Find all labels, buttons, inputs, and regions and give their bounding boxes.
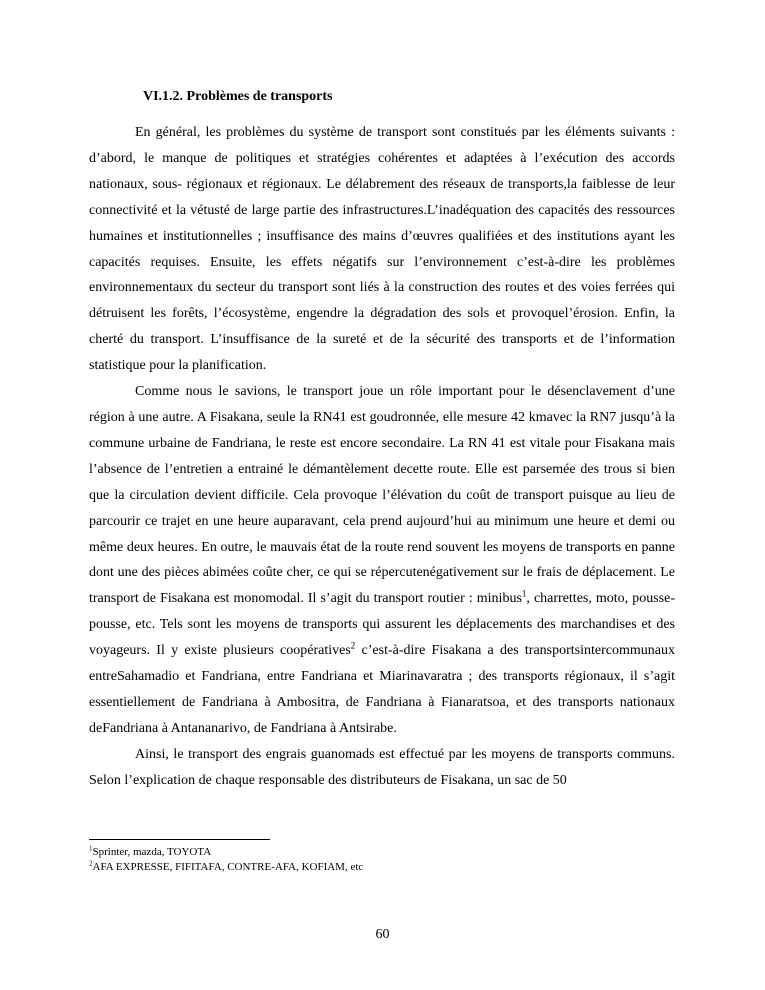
paragraph-text: Comme nous le savions, le transport joue un rôle important pour le désenclavement d’une région à une autre. A Fisakana, seule la RN41 est goudronnée, elle mesure 42 kmavec la RN7 jusqu’à la commune urbaine de Fandriana, le reste est encore secondaire. La RN 41 est vitale pour Fisakana mais l’absence de l’entretien a entrainé le démantèlement decette route. Elle est parsemée des trous si bien que la circulation devient difficile. Cela provoque l’élévation du coût de transport puisque au lieu de parcourir ce trajet en une heure auparavant, cela prend aujourd’hui au minimum une heure et demi ou même deux heures. En outre, le mauvais état de la route rend souvent les moyens de transports en panne dont une des pièces abimées coûte cher, ce qui se répercutenégativement sur le frais de déplacement. Le transport de Fisakana est monomodal. Il s’agit du transport routier : minibus — [89, 384, 675, 607]
footnotes — [89, 845, 675, 875]
footnote-marker: 2 — [89, 859, 93, 868]
body-text — [89, 120, 675, 794]
footnote-1 — [89, 845, 675, 860]
paragraph-text: , charrettes, moto, pousse-pousse, etc. Tels sont les moyens de transports qui assurent les déplacements des marchandises et des voyageurs. Il y existe plusieurs coopératives — [89, 591, 675, 659]
footnote-ref-1: 1 — [521, 588, 527, 599]
paragraph-problems — [89, 120, 675, 379]
footnote-ref-2: 2 — [350, 640, 356, 651]
paragraph-text: En général, les problèmes du système de transport sont constitués par les éléments suivants : d’abord, le manque de politiques et stratégies cohérentes et adaptées à l’exécution des accords nationaux, sous- régionaux et régionaux. Le délabrement des réseaux de transports,la faiblesse de leur connectivité et la vétusté de large partie des infrastructures.L’inadéquation des capacités des ressources humaines et institutionnelles ; insuffisance des mains d’œuvres qualifiées et des institutions ayant les capacités requises. Ensuite, les effets négatifs sur l’environnement c’est-à-dire les problèmes environnementaux du secteur du transport sont liés à la construction des routes et des voies ferrées qui détruisent les forêts, l’écosystème, engendre la dégradation des sols et provoquel’érosion. Enfin, la cherté du transport. L’insuffisance de la sureté et de la sécurité des transports et de l’information statistique pour la planification. — [89, 125, 675, 374]
paragraph-text: Ainsi, le transport des engrais guanomads est effectué par les moyens de transports communs. Selon l’explication de chaque responsable des distributeurs de Fisakana, un sac de 50 — [89, 746, 675, 788]
section-heading: VI.1.2. Problèmes de transports — [143, 89, 333, 104]
footnote-2 — [89, 860, 675, 875]
page-number: 60 — [375, 927, 390, 942]
paragraph-text: c’est-à-dire Fisakana a des transportsintercommunaux entreSahamadio et Fandriana, entre Fandriana et Miarinavaratra ; des transports régionaux, il s’agit essentiellement de Fandriana à Ambositra, de Fandriana à Fianaratsoa, et des transports nationaux deFandriana à Antananarivo, de Fandriana à Antsirabe. — [89, 643, 675, 736]
paragraph-fertilizer-transport — [89, 742, 675, 794]
footnote-text: AFA EXPRESSE, FIFITAFA, CONTRE-AFA, KOFIAM, etc — [92, 861, 364, 873]
footnote-text: Sprinter, mazda, TOYOTA — [92, 846, 212, 858]
footnote-marker: 1 — [89, 844, 93, 853]
paragraph-transport-role — [89, 379, 675, 742]
footnote-separator — [89, 839, 270, 840]
